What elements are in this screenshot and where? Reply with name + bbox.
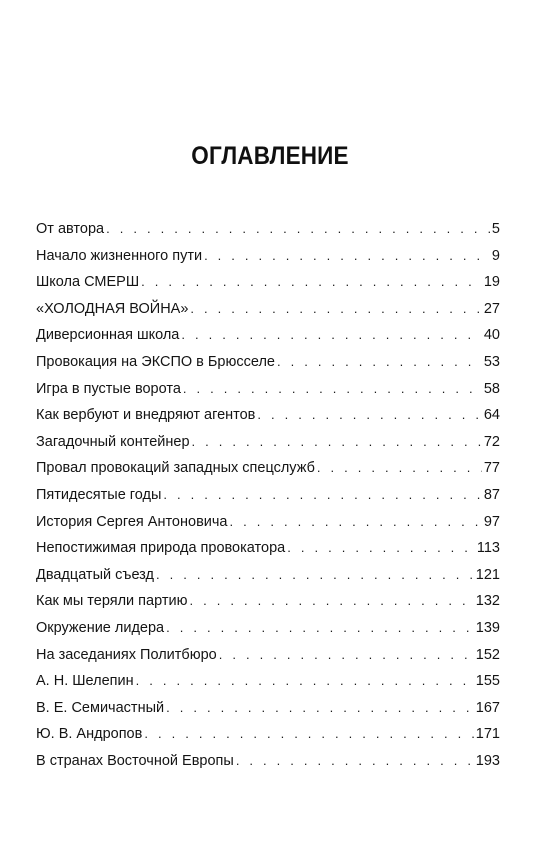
toc-entry[interactable] (36, 243, 500, 270)
toc-entry-title: Как вербуют и внедряют агентов (36, 407, 256, 424)
toc-page-number: 27 (483, 300, 500, 317)
toc-entry-title: Пятидесятые годы (36, 486, 162, 503)
toc-dot-leader (192, 429, 482, 456)
toc-dot-leader (190, 296, 481, 323)
toc-entry[interactable] (36, 509, 500, 536)
toc-page-number: 152 (475, 646, 500, 663)
toc-page-number: 5 (491, 221, 500, 237)
toc-entry[interactable] (36, 588, 500, 615)
toc-page-number: 113 (476, 540, 500, 557)
toc-entry-title: Окружение лидера (36, 619, 165, 636)
toc-entry[interactable] (36, 322, 500, 349)
toc-dot-leader (163, 482, 481, 509)
toc-entry-title: Двадцатый съезд (36, 566, 154, 583)
toc-dot-leader (106, 216, 490, 243)
toc-entry-title: Провал провокаций западных спецслужб (36, 460, 315, 477)
toc-entry[interactable] (36, 721, 500, 748)
toc-page-number: 19 (483, 274, 500, 291)
table-of-contents (36, 216, 500, 774)
toc-page-number: 40 (483, 327, 500, 344)
toc-page-number: 97 (483, 513, 500, 530)
toc-page-number: 171 (475, 726, 500, 743)
toc-entry[interactable] (36, 642, 500, 669)
toc-entry-title: Школа СМЕРШ (36, 274, 140, 291)
toc-entry[interactable] (36, 562, 500, 589)
toc-dot-leader (204, 243, 490, 270)
toc-dot-leader (257, 402, 481, 429)
toc-dot-leader (141, 269, 482, 296)
toc-entry[interactable] (36, 349, 500, 376)
toc-entry-title: Загадочный контейнер (36, 433, 190, 450)
toc-entry-title: Начало жизненного пути (36, 247, 203, 264)
toc-dot-leader (230, 509, 482, 536)
toc-dot-leader (236, 748, 474, 775)
toc-dot-leader (189, 588, 473, 615)
toc-page-number: 121 (475, 566, 500, 583)
toc-entry-title: Игра в пустые ворота (36, 380, 181, 397)
toc-entry[interactable] (36, 482, 500, 509)
toc-dot-leader (287, 535, 475, 562)
toc-dot-leader (166, 695, 474, 722)
toc-entry-title: Диверсионная школа (36, 327, 180, 344)
toc-entry[interactable] (36, 296, 500, 323)
toc-page-number: 9 (491, 247, 500, 264)
toc-entry-title: На заседаниях Политбюро (36, 646, 217, 663)
toc-entry[interactable] (36, 748, 500, 775)
toc-page-number: 72 (483, 433, 500, 450)
toc-entry-title: В. Е. Семичастный (36, 699, 165, 716)
toc-entry-title: От автора (36, 221, 105, 237)
toc-dot-leader (166, 615, 474, 642)
toc-dot-leader (277, 349, 482, 376)
toc-dot-leader (181, 322, 481, 349)
toc-page-number: 132 (475, 593, 500, 610)
toc-dot-leader (156, 562, 474, 589)
toc-entry[interactable] (36, 376, 500, 403)
toc-entry-title: «ХОЛОДНАЯ ВОЙНА» (36, 300, 189, 317)
toc-entry-title: Ю. В. Андропов (36, 726, 143, 743)
toc-entry-title: Провокация на ЭКСПО в Брюсселе (36, 353, 275, 370)
toc-page-number: 64 (483, 407, 500, 424)
toc-page-number: 139 (475, 619, 500, 636)
toc-dot-leader (144, 721, 473, 748)
toc-entry-title: А. Н. Шелепин (36, 673, 134, 690)
toc-page-number: 193 (475, 752, 500, 769)
toc-entry[interactable] (36, 455, 500, 482)
toc-entry[interactable] (36, 269, 500, 296)
toc-page-number: 58 (483, 380, 500, 397)
toc-entry[interactable] (36, 615, 500, 642)
toc-page-number: 155 (475, 673, 500, 690)
toc-entry-title: История Сергея Антоновича (36, 513, 228, 530)
toc-page-number: 167 (475, 699, 500, 716)
toc-page-number: 87 (483, 486, 500, 503)
toc-dot-leader (136, 668, 474, 695)
toc-page-number: 53 (483, 353, 500, 370)
toc-dot-leader (183, 376, 482, 403)
toc-entry[interactable] (36, 535, 500, 562)
toc-entry-title: В странах Восточной Европы (36, 752, 234, 769)
toc-entry[interactable] (36, 402, 500, 429)
toc-entry[interactable] (36, 668, 500, 695)
toc-entry-title: Как мы теряли партию (36, 593, 188, 610)
toc-entry[interactable] (36, 695, 500, 722)
toc-dot-leader (317, 455, 482, 482)
toc-entry-title: Непостижимая природа провокатора (36, 540, 286, 557)
toc-dot-leader (219, 642, 474, 669)
toc-entry[interactable] (36, 216, 500, 243)
toc-page-number: 77 (483, 460, 500, 477)
page-title: ОГЛАВЛЕНИЕ (191, 142, 349, 170)
toc-entry[interactable] (36, 429, 500, 456)
